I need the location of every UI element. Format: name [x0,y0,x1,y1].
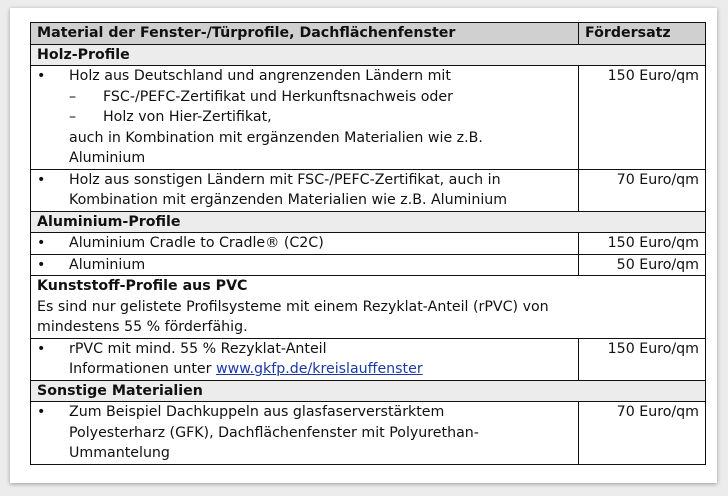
header-rate: Fördersatz [579,23,706,45]
aluminium-item-1 [31,233,579,255]
aluminium-item-2-text: Aluminium [69,256,146,273]
table-row [31,254,706,276]
section-heading-row [31,380,706,402]
bullet-icon: • [37,340,46,357]
bullet-icon: • [37,256,46,273]
aluminium-item-1-text: Aluminium Cradle to Cradle® (C2C) [69,235,324,251]
other-item-1-rate: 70 Euro/qm [579,402,706,465]
other-item-1-line3: Ummantelung [69,445,170,461]
wood-item-1-sub1: FSC-/PEFC-Zertifikat und Herkunftsnachweis oder [103,88,453,105]
bullet-icon: • [37,235,46,251]
aluminium-item-1-rate: 150 Euro/qm [579,233,706,255]
section-heading-row [31,44,706,66]
document-page [10,8,717,483]
pvc-note-line2: mindestens 55 % förderfähig. [37,319,248,335]
bullet-icon: • [37,171,46,188]
wood-item-2-rate: 70 Euro/qm [579,169,706,211]
section-title-pvc: Kunststoff-Profile aus PVC [37,278,248,294]
section-title-other: Sonstige Materialien [31,380,706,402]
section-heading-row [31,276,706,339]
section-heading-row [31,211,706,233]
dash-icon: – [69,88,77,105]
section-title-aluminium: Aluminium-Profile [31,211,706,233]
funding-rate-table [30,22,706,465]
pvc-item-1-line1: rPVC mit mind. 55 % Rezyklat-Anteil [69,340,327,357]
wood-item-1-line2: auch in Kombination mit ergänzenden Materialien wie z.B. [69,129,483,146]
wood-item-2 [31,169,579,211]
table-row [31,233,706,255]
other-item-1 [31,402,579,465]
bullet-icon: • [37,404,46,420]
header-material: Material der Fenster-/Türprofile, Dachflächenfenster [31,23,579,45]
wood-item-1-sub2: Holz von Hier-Zertifikat, [103,109,272,125]
table-row [31,66,706,170]
dash-icon: – [69,109,77,125]
aluminium-item-2-rate: 50 Euro/qm [579,254,706,276]
other-item-1-line2: Polyesterharz (GFK), Dachflächenfenster mit Polyurethan- [69,424,479,441]
section-title-wood: Holz-Profile [31,44,706,66]
wood-item-1-line3: Aluminium [69,150,146,166]
wood-item-2-line1: Holz aus sonstigen Ländern mit FSC-/PEFC-Zertifikat, auch in [69,171,501,188]
table-row [31,338,706,380]
pvc-item-1-rate: 150 Euro/qm [579,338,706,380]
bullet-icon: • [37,68,46,84]
wood-item-1-line1: Holz aus Deutschland und angrenzenden Ländern mit [69,68,451,84]
aluminium-item-2 [31,254,579,276]
pvc-item-1 [31,338,579,380]
table-header-row [31,23,706,45]
gkfp-link[interactable]: www.gkfp.de/kreislauffenster [215,361,423,377]
wood-item-1-rate: 150 Euro/qm [579,66,706,170]
other-item-1-line1: Zum Beispiel Dachkuppeln aus glasfaserverstärktem [69,404,445,420]
wood-item-2-line2: Kombination mit ergänzenden Materialien wie z.B. Aluminium [69,192,508,208]
wood-item-1 [31,66,579,170]
table-row [31,169,706,211]
table-row [31,402,706,465]
pvc-note-line1: Es sind nur gelistete Profilsysteme mit einem Rezyklat-Anteil (rPVC) von [37,298,549,315]
section-pvc-heading [31,276,706,339]
pvc-item-1-info: Informationen unter [69,361,216,377]
